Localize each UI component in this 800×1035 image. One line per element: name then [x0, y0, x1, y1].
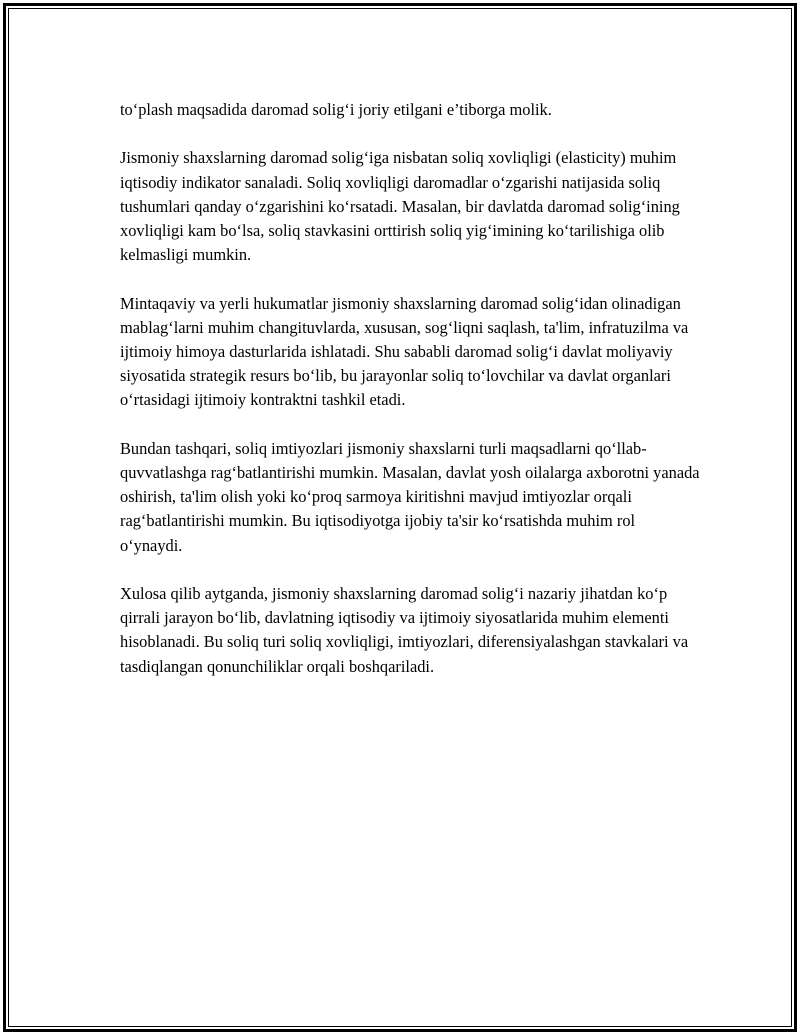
paragraph-3: Mintaqaviy va yerli hukumatlar jismoniy shaxslarning daromad solig‘idan olinadigan mablag‘larni muhim changituvlarda, xususan, sog‘liqni saqlash, ta'lim, infratuzilma va ijtimoiy himoya dasturlarida ishlatadi. Shu sababli daromad solig‘i davlat moliyaviy siyosatida strategik resurs bo‘lib, bu jarayonlar soliq to‘lovchilar va davlat organlari o‘rtasidagi ijtimoiy kontraktni tashkil etadi. — [120, 293, 689, 410]
paragraph-4: Bundan tashqari, soliq imtiyozlari jismoniy shaxslarni turli maqsadlarni qo‘llab-quvvatlashga rag‘batlantirishi mumkin. Masalan, davlat yosh oilalarga axborotni yanada oshirish, ta'lim olish yoki ko‘proq sarmoya kiritishni mavjud imtiyozlar orqali rag‘batlantirishi mumkin. Bu iqtisodiyotga ijobiy ta'sir ko‘rsatishda muhim rol o‘ynaydi. — [120, 438, 700, 555]
paragraph-2: Jismoniy shaxslarning daromad solig‘iga nisbatan soliq xovliqligi (elasticity) muhim iqtisodiy indikator sanaladi. Soliq xovliqligi daromadlar o‘zgarishi natijasida soliq tushumlari qanday o‘zgarishini ko‘rsatadi. Masalan, bir davlatda daromad solig‘ining xovliqligi kam bo‘lsa, soliq stavkasini orttirish soliq yig‘imining ko‘tarilishiga olib kelmasligi mumkin. — [120, 148, 680, 265]
paragraph-5: Xulosa qilib aytganda, jismoniy shaxslarning daromad solig‘i nazariy jihatdan ko‘p qirrali jarayon bo‘lib, davlatning iqtisodiy va ijtimoiy siyosatlarida muhim elementi hisoblanadi. Bu soliq turi soliq xovliqligi, imtiyozlari, diferensiyalashgan stavkalari va tasdiqlangan qonunchiliklar orqali boshqariladi. — [120, 584, 689, 676]
page-frame — [3, 3, 797, 1032]
paragraph-1: to‘plash maqsadida daromad solig‘i joriy etilgani e’tiborga molik. — [120, 100, 552, 119]
document-body — [120, 98, 700, 703]
